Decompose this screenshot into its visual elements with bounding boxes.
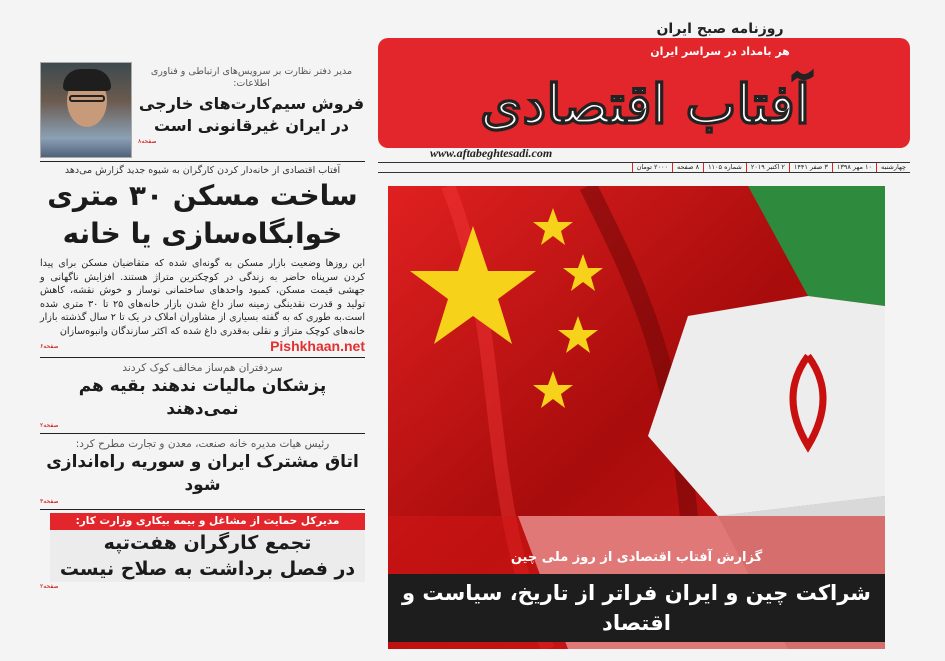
story2-footer (40, 338, 365, 354)
tagline-red: هر بامداد در سراسر ایران (650, 45, 790, 58)
portrait-photo (40, 62, 132, 158)
divider (40, 161, 365, 162)
story4-page-ref: صفحه۳ (40, 498, 59, 505)
story1-kicker: مدیر دفتر نظارت بر سرویس‌های ارتباطی و فناوری اطلاعات: (150, 66, 353, 89)
story2-headline-1[interactable]: ساخت مسکن ۳۰ متری (47, 179, 358, 212)
newspaper-logo: آفتاب اقتصادی (480, 72, 810, 136)
story1-page-ref: صفحه۸ (138, 138, 157, 145)
story1-headline-1[interactable]: فروش سیم‌کارت‌های خارجی (138, 94, 365, 113)
divider (40, 357, 365, 358)
story3-page-ref: صفحه۲ (40, 422, 59, 429)
story5-headline-2[interactable]: در فصل برداشت به صلاح نیست (59, 558, 356, 580)
story1-headline-2[interactable]: در ایران غیرقانونی است (153, 116, 349, 135)
date-lunar: ۳ صفر ۱۴۴۱ (789, 163, 832, 172)
watermark: Pishkhaan.net (270, 338, 365, 354)
story3-kicker: سردفتران هم‌ساز مخالف کوک کردند (122, 362, 283, 374)
date-gregorian: ۲ اکتبر ۲۰۱۹ (746, 163, 789, 172)
date-solar: ۱۰ مهر ۱۳۹۸ (832, 163, 876, 172)
page-count: ۸ صفحه (672, 163, 703, 172)
date-bar (378, 162, 910, 173)
main-story-kicker: گزارش آفتاب اقتصادی از روز ملی چین (510, 550, 763, 565)
website-link[interactable]: www.aftabeghtesadi.com (430, 146, 553, 160)
price: ۲۰۰۰ تومان (632, 163, 672, 172)
story4-kicker: رئیس هیات مدیره خانه صنعت، معدن و تجارت مطرح کرد: (75, 438, 330, 450)
story2-body: این روزها وضعیت بازار مسکن به گونه‌ای شده که متقاضیان مسکن برای پیدا کردن سرپناه حاضر به زندگی در کوچکترین متراژ هستند. افزایش ناگهانی و جهشی قیمت مسکن، کمبود واحدهای ساختمانی نوساز و خوش نقشه، کاهش تولید و قدرت نقدینگی زمینه ساز داغ شدن بازار خانه‌های ۲۵ تا ۳۰ متری شده است.به طوری که به گفته بسیاری از مشاوران املاک در یک تا ۲ سال گذشته بازار خانه‌های کوچک متراژ و نقلی به‌قدری داغ شده که اکثر سازندگان وانبوه‌سازان (40, 258, 365, 337)
story4-headline[interactable]: اتاق مشترک ایران و سوریه راه‌اندازی شود (46, 452, 359, 495)
story5-page-ref: صفحه۲ (40, 583, 59, 590)
divider (40, 433, 365, 434)
main-story-headline[interactable]: شراکت چین و ایران فراتر از تاریخ، سیاست و اقتصاد (388, 574, 885, 642)
story5-kicker: مدیرکل حمایت از مشاغل و بیمه بیکاری وزارت کار: (50, 513, 365, 530)
story5-box (50, 530, 365, 582)
weekday: چهارشنبه (876, 163, 910, 172)
tagline-top: روزنامه صبح ایران (656, 21, 784, 37)
issue-number: شماره ۱۱۰۵ (703, 163, 746, 172)
story2-page-ref: صفحه۶ (40, 342, 59, 350)
story2-headline-2[interactable]: خوابگاه‌سازی یا خانه (62, 217, 343, 250)
story1 (40, 62, 365, 158)
story3-headline[interactable]: پزشکان مالیات ندهند بقیه هم نمی‌دهند (78, 376, 327, 419)
story1-text (138, 62, 365, 146)
story2-kicker: آفتاب اقتصادی از خانه‌دار کردن کارگران به شیوه جدید گزارش می‌دهد (64, 165, 341, 176)
left-column (40, 62, 365, 591)
divider (40, 509, 365, 510)
story5-headline-1[interactable]: تجمع کارگران هفت‌تپه (103, 532, 312, 554)
